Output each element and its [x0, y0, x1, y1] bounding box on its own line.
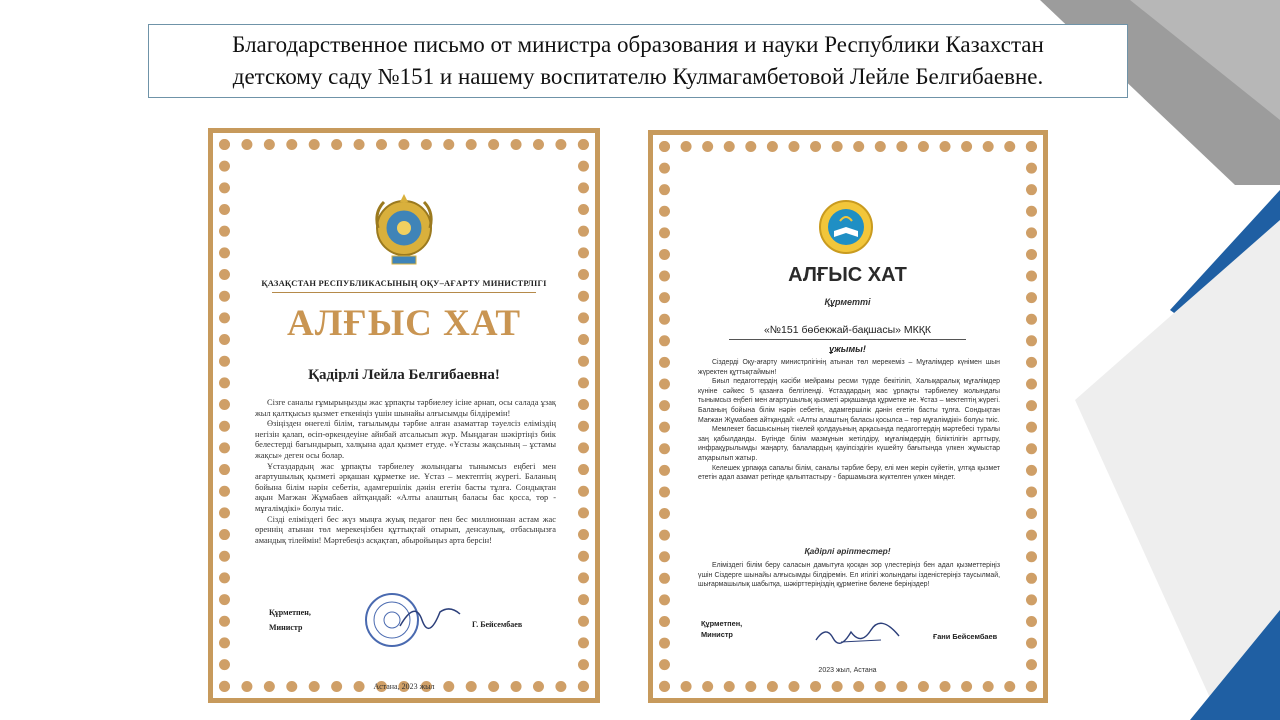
colleagues-heading: Қадірлі әріптестер!: [804, 546, 891, 556]
paragraph: Келешек ұрпаққа сапалы білім, саналы тәрбие беру, елі мен жерін сүйетін, ұлтқа қызмет ететін адал азамат ретінде қалыптастыру - баршамызға жүктелген үлкен міндет.: [698, 464, 1000, 482]
thank-you-letter-ministry: [208, 128, 600, 703]
salutation: Құрметті: [824, 297, 871, 307]
sign-respect: Құрметпен,: [701, 619, 743, 628]
letter-date: 2023 жыл, Астана: [818, 667, 877, 674]
closing-body: [698, 561, 1000, 590]
letter-title: АЛҒЫС ХАТ: [287, 303, 521, 344]
sign-position: Министр: [269, 623, 303, 632]
corner-decoration-bottom: [1070, 190, 1280, 720]
greeting: Қадірлі Лейла Белгибаевна!: [308, 367, 500, 383]
recipient-org: «№151 бөбекжай-бақшасы» МКҚК: [763, 324, 932, 336]
signature-icon: [811, 620, 911, 650]
ministry-name: ҚАЗАҚСТАН РЕСПУБЛИКАСЫНЫҢ ОҚУ–АҒАРТУ МИНИСТРЛІГІ: [261, 278, 547, 288]
signer-name: Г. Бейсембаев: [472, 620, 523, 629]
state-emblem-icon: [374, 192, 434, 270]
caption-box: [148, 24, 1128, 98]
letter-paper: [232, 152, 576, 691]
caption-line-1: Благодарственное письмо от министра образования и науки Республики Казахстан: [232, 32, 1044, 57]
divider: [729, 339, 966, 340]
letter-body: [255, 398, 556, 546]
paragraph: Ұстаздардың жас ұрпақты тәрбиелеу жолындағы тынымсыз еңбегі мен ағартушылық қызметі әрқашан құрметке ие. Ұстаз – мектептің жүрегі. Баланың бойына білім нәрін себетін, адамгершілік дәнін егетін басты тұлға. Сондықтан ақын Мағжан Жұмабаев айтқандай: «Алты алаштың баласы бас қосса, төр - мұғалімдікі» болуы тиіс.: [255, 461, 556, 513]
paragraph: Сізге саналы ғұмырыңызды жас ұрпақты тәрбиелеу ісіне арнап, осы салада ұзақ жыл қалтқысыз қызмет еткеніңіз үшін шынайы алғысымды білдіремін!: [255, 398, 556, 418]
sign-position: Министр: [701, 630, 733, 639]
paragraph: Биыл педагогтердің кәсіби мейрамы ресми түрде бекітіліп, Халықаралық мұғалімдер күніне сәйкес 5 қазанға белгіленді. Ұстаздардың жас ұрпақты тәрбиелеу жолындағы тынымсыз еңбегі мен ағартушылық қызметі әрқашанда құрметке ие. Ұстаз – мектептің жүрегі. Баланың бойына білім нәрін себетін, адамгершілік дәнін егетін басты тұлға. Сондықтан Мағжан Жұмабаев айтқандай: «Алты алаштың баласы қосылса – төр мұғалімдікі» болуы тиіс.: [698, 378, 1000, 424]
thank-you-letter-kindergarten: [648, 130, 1048, 703]
signature-block: [701, 618, 742, 640]
paragraph: Сізді еліміздегі бес жүз мыңға жуық педагог пен бес миллионнан астам жас өреннің атынан төл мерекеңізбен құттықтай отырып, денсаулық, отбасыңызға амандық тілеймін! Мәртебеңіз асқақтап, абыройыңыз арта берсін!: [255, 514, 556, 545]
letter-title: АЛҒЫС ХАТ: [788, 264, 907, 286]
letter-body: [698, 358, 1000, 483]
ministry-logo-icon: [818, 199, 874, 255]
divider: [272, 292, 536, 293]
paragraph: Өзіңізден өнегелі білім, тағылымды тәрбие алған азаматтар тәуелсіз еліміздің негізін қалап, өсіп-өркендеуіне айнбай атсалысып жүр. Мыңдаған шәкіртіңіз биік белестерді бағындырып, халқына адал қызмет етуде. «Ұстазы жақсының – ұстамы жақсы» деген осы болар.: [255, 419, 556, 460]
caption-line-2: детскому саду №151 и нашему воспитателю Кулмагамбетовой Лейле Белгибаевне.: [232, 64, 1044, 89]
sign-respect: Құрметпен,: [269, 608, 311, 617]
letter-paper: [671, 154, 1024, 679]
paragraph: Сіздерді Оқу-ағарту министрлігінің атынан төл мерекеміз – Мұғалімдер күнімен шын жүректен құттықтаймын!: [698, 359, 1000, 376]
signer-name: Ғани Бейсембаев: [933, 632, 998, 641]
letter-date: Астана, 2023 жыл: [373, 682, 435, 691]
paragraph: Мемлекет басшысының тікелей қолдауының арқасында педагогтердің мәртебесі туралы заң қабылданды. Бүгінде білім мазмұнын жетілдіру, мұғалімдердің біліктілігін арттыру, инфрақұрылымды жаңарту, балалардың қауіпсіздігін күшейту бағытында үлкен жұмыстар атқарылып жатыр.: [698, 426, 1000, 462]
recipient-team: ұжымы!: [829, 344, 866, 354]
official-stamp-icon: [360, 590, 470, 650]
paragraph: Еліміздегі білім беру саласын дамытуға қосқан зор үлестеріңіз бен адал қызметтеріңіз үшін Сіздерге шынайы алғысымды білдіремін. Ел игілігі жолындағы ізденістеріңіз таусылмай, шығармашылық шабытқа, шәкірттеріңіздің құрметіне бөлене беріңіздер!: [698, 562, 1000, 589]
signature-block: [269, 605, 311, 635]
